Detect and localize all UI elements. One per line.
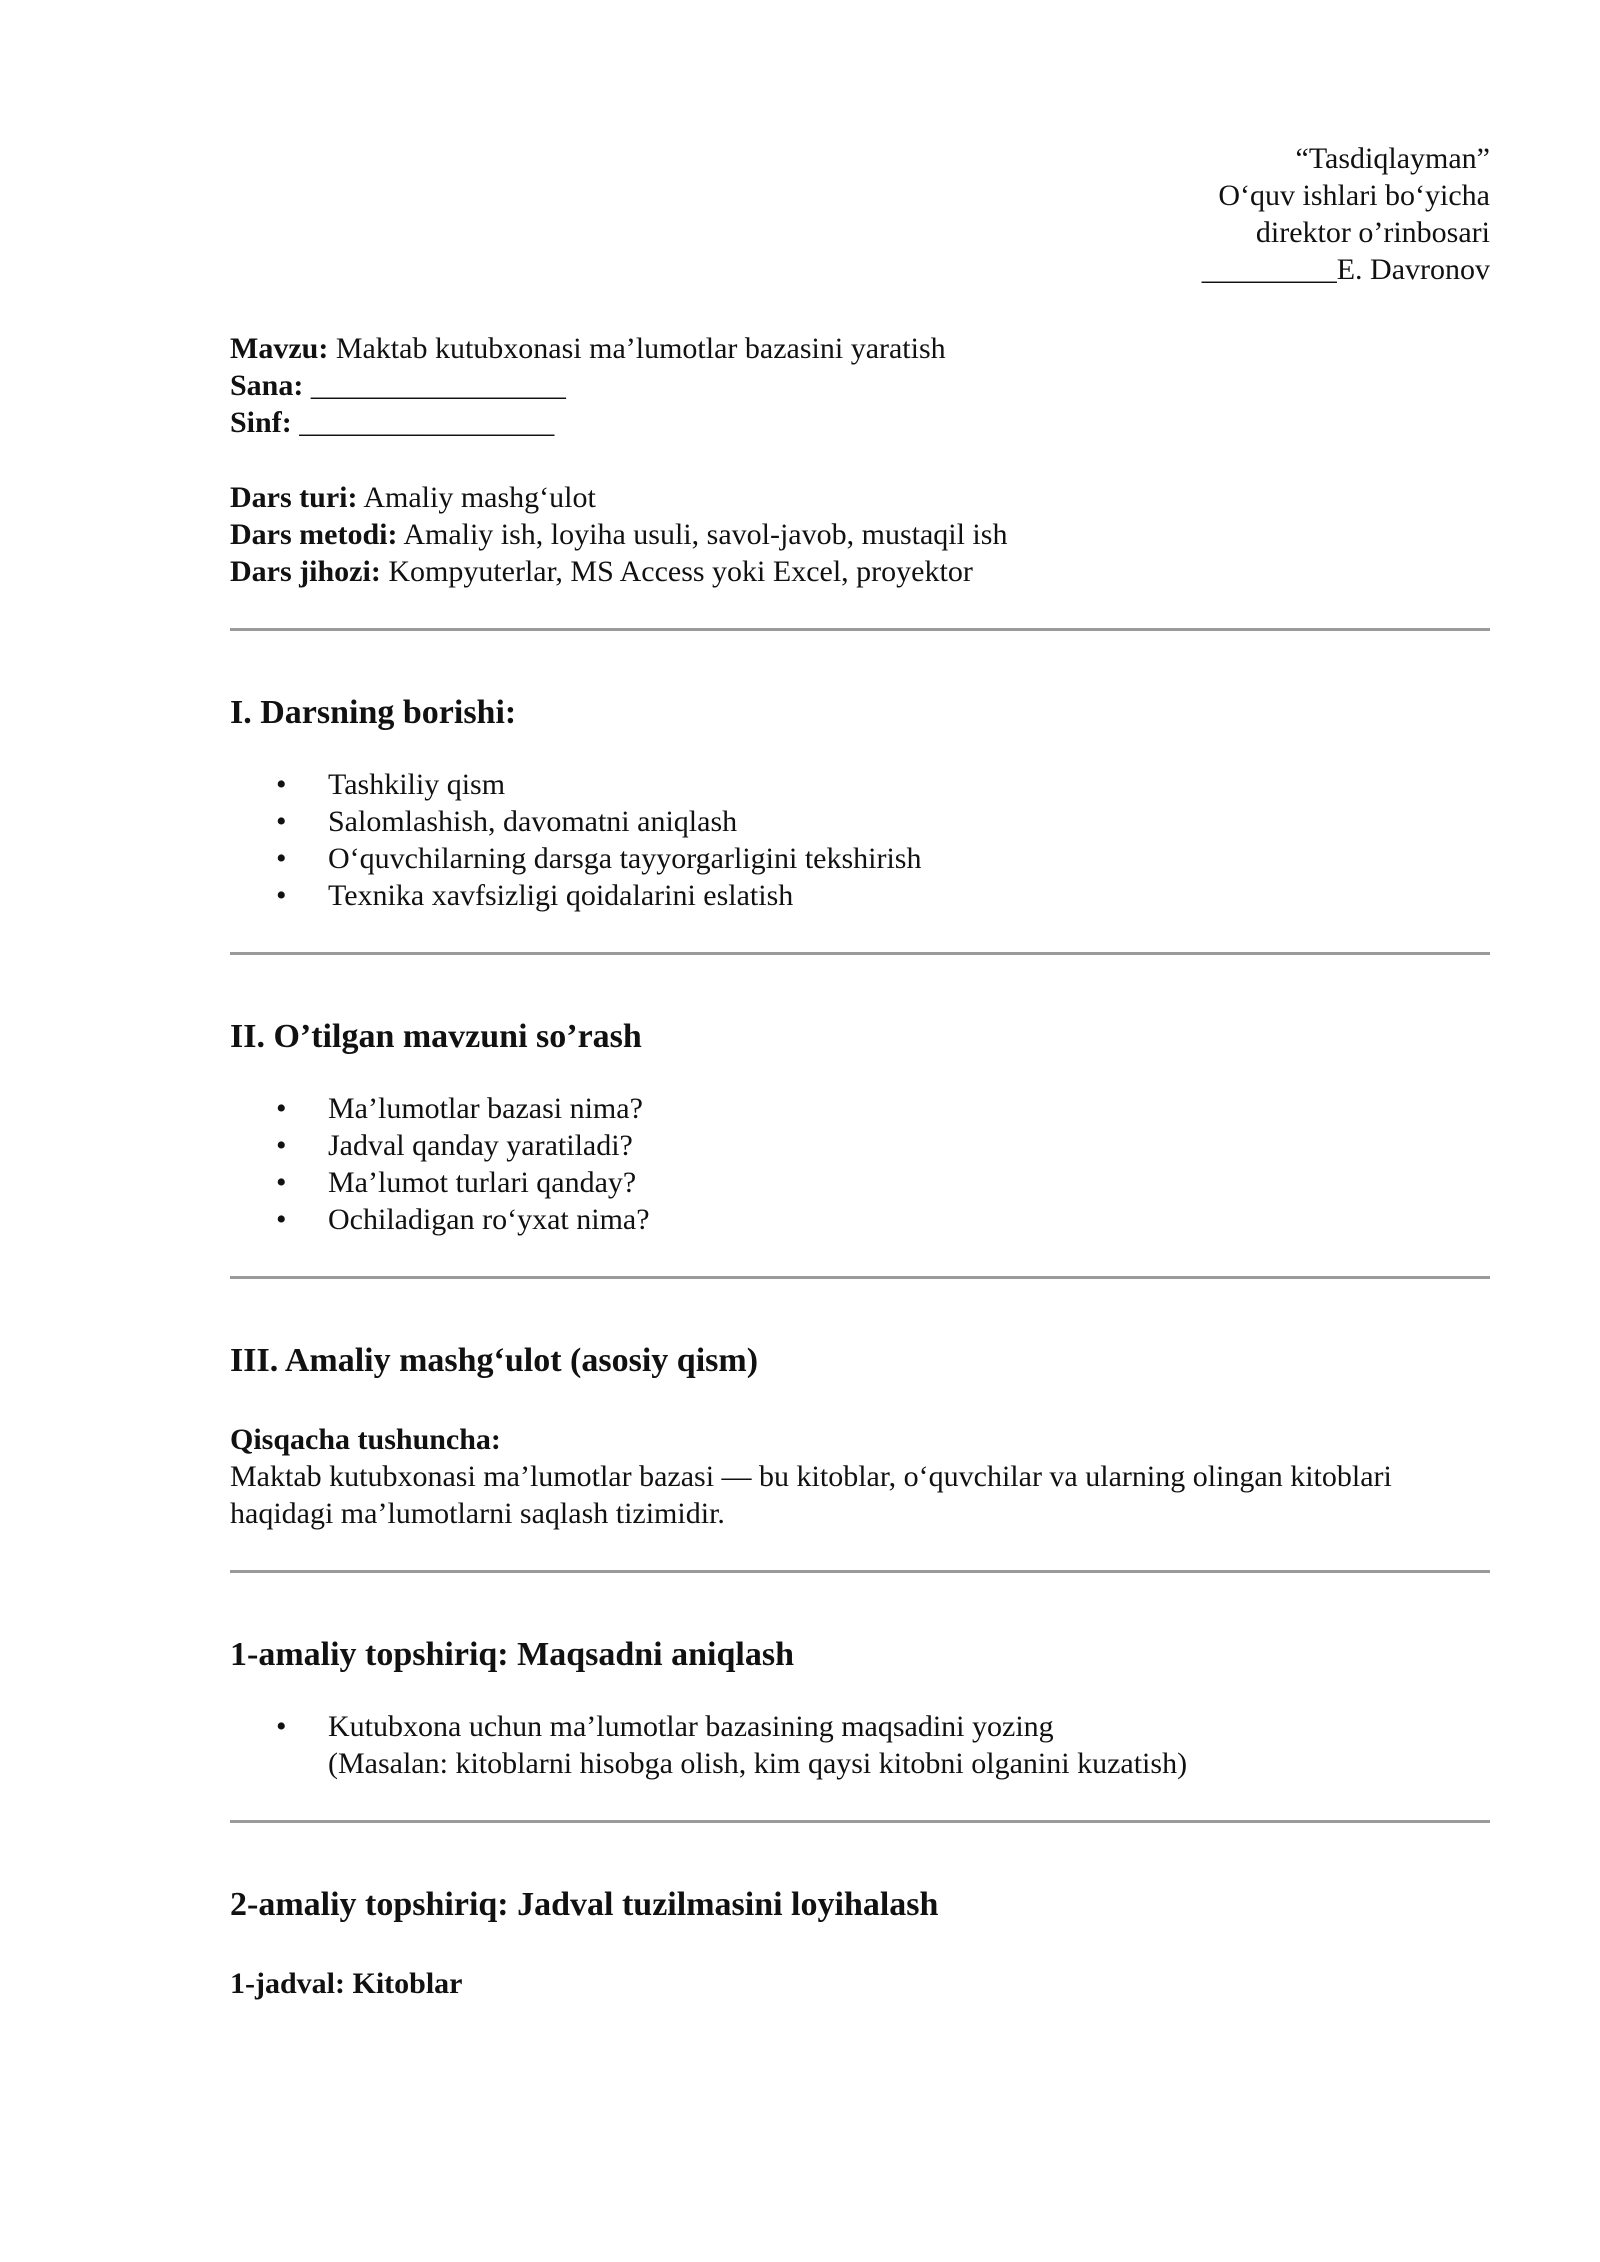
- concept-text-line-2: haqidagi ma’lumotlarni saqlash tizimidir.: [230, 1497, 725, 1530]
- divider: [230, 952, 1490, 955]
- class-row: [230, 404, 1490, 441]
- section-3-heading: III. Amaliy mashg‘ulot (asosiy qism): [230, 1342, 759, 1379]
- section-2-heading: II. O’tilgan mavzuni so’rash: [230, 1018, 642, 1055]
- date-label: Sana:: [230, 369, 304, 402]
- bullet-icon: •: [276, 805, 287, 838]
- section-2-list: [230, 1090, 1490, 1238]
- lesson-method-label: Dars metodi:: [230, 518, 398, 551]
- list-item-text: Texnika xavfsizligi qoidalarini eslatish: [328, 879, 794, 912]
- approval-signature: _________E. Davronov: [1201, 253, 1490, 286]
- bullet-icon: •: [276, 1166, 287, 1199]
- section-1-heading: I. Darsning borishi:: [230, 694, 517, 731]
- class-blank: _________________: [291, 406, 555, 439]
- topic-row: [230, 330, 1490, 367]
- bullet-icon: •: [276, 842, 287, 875]
- date-blank: _________________: [303, 369, 566, 402]
- list-item-text: O‘quvchilarning darsga tayyorgarligini tekshirish: [328, 842, 922, 875]
- bullet-icon: •: [276, 1203, 287, 1236]
- approval-title: “Tasdiqlayman”: [1295, 142, 1490, 175]
- lesson-method-row: [230, 516, 1490, 553]
- approval-position-2: direktor o’rinbosari: [1255, 216, 1490, 249]
- lesson-type-label: Dars turi:: [230, 481, 358, 514]
- bullet-icon: •: [276, 768, 287, 801]
- lesson-equipment-label: Dars jihozi:: [230, 555, 381, 588]
- list-item-text: Ma’lumotlar bazasi nima?: [328, 1092, 643, 1125]
- lesson-equipment-row: [230, 553, 1490, 590]
- divider: [230, 1276, 1490, 1279]
- concept-block: [230, 1421, 1490, 1532]
- divider: [230, 628, 1490, 631]
- list-item: [230, 840, 1490, 877]
- list-item: [230, 1201, 1490, 1238]
- lesson-type-value: Amaliy mashg‘ulot: [357, 481, 596, 514]
- task-2-heading: 2-amaliy topshiriq: Jadval tuzilmasini loyihalash: [230, 1886, 939, 1923]
- divider: [230, 1820, 1490, 1823]
- date-row: [230, 367, 1490, 404]
- lesson-meta: [230, 330, 1490, 441]
- list-item: [230, 877, 1490, 914]
- bullet-icon: •: [276, 1710, 287, 1743]
- bullet-icon: •: [276, 1129, 287, 1162]
- divider: [230, 1570, 1490, 1573]
- list-item: [230, 766, 1490, 803]
- concept-title: Qisqacha tushuncha:: [230, 1423, 501, 1456]
- list-item-text: Jadval qanday yaratiladi?: [328, 1129, 633, 1162]
- list-item-text: Salomlashish, davomatni aniqlash: [328, 805, 738, 838]
- approval-position-1: O‘quv ishlari bo‘yicha: [1218, 179, 1490, 212]
- list-item: [230, 803, 1490, 840]
- table-1-title: 1-jadval: Kitoblar: [230, 1967, 463, 2000]
- topic-value: Maktab kutubxonasi ma’lumotlar bazasini yaratish: [328, 332, 946, 365]
- bullet-icon: •: [276, 879, 287, 912]
- list-item: [230, 1127, 1490, 1164]
- bullet-icon: •: [276, 1092, 287, 1125]
- task-1-heading: 1-amaliy topshiriq: Maqsadni aniqlash: [230, 1636, 794, 1673]
- topic-label: Mavzu:: [230, 332, 329, 365]
- list-item-text: Ochiladigan ro‘yxat nima?: [328, 1203, 650, 1236]
- lesson-equipment-value: Kompyuterlar, MS Access yoki Excel, proyektor: [380, 555, 973, 588]
- list-item-text: Tashkiliy qism: [328, 768, 506, 801]
- lesson-details: [230, 479, 1490, 590]
- document-page: [230, 140, 1490, 2002]
- class-label: Sinf:: [230, 406, 292, 439]
- list-item: [230, 1090, 1490, 1127]
- concept-text-line-1: Maktab kutubxonasi ma’lumotlar bazasi — bu kitoblar, o‘quvchilar va ularning olingan kitoblari: [230, 1460, 1392, 1493]
- task-1-text: Kutubxona uchun ma’lumotlar bazasining maqsadini yozing: [328, 1710, 1054, 1743]
- approval-block: [230, 140, 1490, 288]
- list-item: [230, 1164, 1490, 1201]
- list-item: [230, 1708, 1490, 1782]
- task-1-list: [230, 1708, 1490, 1782]
- lesson-type-row: [230, 479, 1490, 516]
- task-1-example: (Masalan: kitoblarni hisobga olish, kim qaysi kitobni olganini kuzatish): [328, 1747, 1188, 1780]
- lesson-method-value: Amaliy ish, loyiha usuli, savol-javob, mustaqil ish: [397, 518, 1008, 551]
- section-1-list: [230, 766, 1490, 914]
- list-item-text: Ma’lumot turlari qanday?: [328, 1166, 637, 1199]
